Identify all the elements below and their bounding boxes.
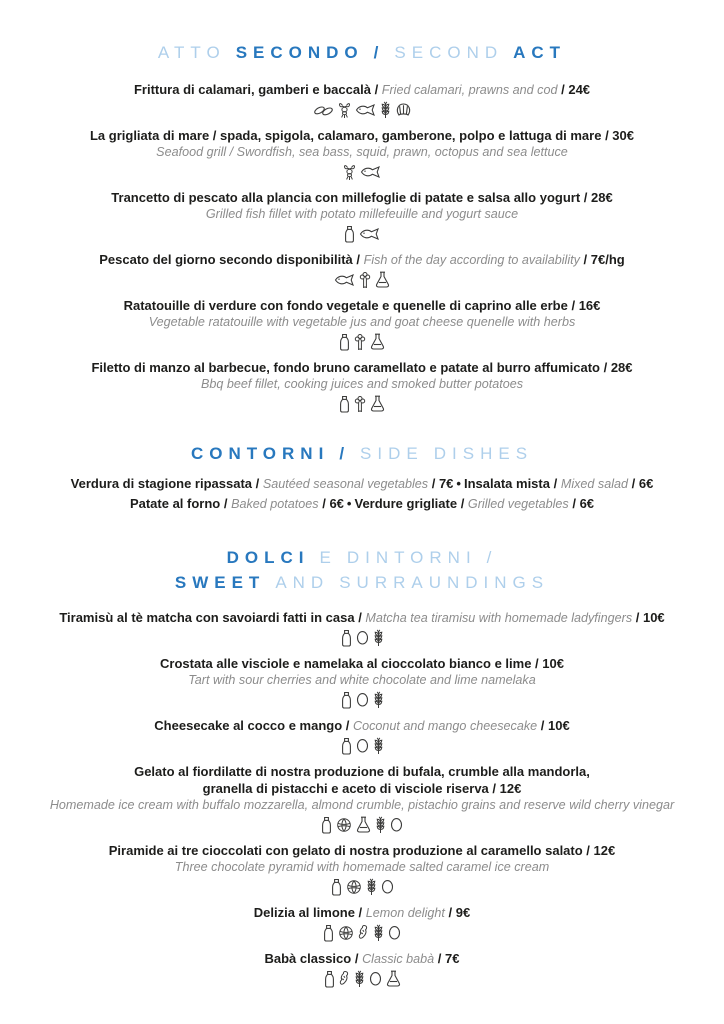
section-title-line	[12, 441, 712, 466]
item-title-line	[12, 81, 712, 99]
slash-separator: /	[582, 843, 594, 858]
item-price: 7€	[445, 951, 460, 966]
allergen-icons-row	[12, 100, 712, 120]
slash-separator: /	[537, 718, 548, 733]
peanut-icon	[358, 923, 369, 943]
slash-separator: /	[628, 476, 639, 491]
slash-separator: /	[567, 298, 579, 313]
section-title-part: SWEET	[174, 573, 266, 592]
side-dish-name-it: Verdure grigliate	[354, 496, 458, 511]
item-price: 28€	[610, 360, 633, 375]
shells-icon	[313, 100, 334, 120]
lobster-icon	[338, 100, 351, 120]
item-title-line	[12, 717, 712, 735]
item-name-it: Crostata alle visciole e namelaka al cioccolato bianco e lime	[160, 656, 532, 671]
egg-icon	[388, 923, 401, 943]
item-desc-en: Homemade ice cream with buffalo mozzarella, almond crumble, pistachio grains and reserve wild cherry vinegar	[49, 798, 675, 812]
slash-separator: /	[370, 82, 382, 97]
section-atto-secondo	[12, 40, 712, 414]
item-price: 12€	[593, 843, 616, 858]
item-desc-en: Bbq beef fillet, cooking juices and smoked butter potatoes	[200, 377, 524, 391]
side-dish-price: 7€	[438, 476, 454, 491]
slash-separator: /	[457, 496, 468, 511]
wheat-icon	[366, 877, 377, 897]
wheat-icon	[373, 736, 384, 756]
flask-icon	[386, 969, 401, 989]
item-name-it: Cheesecake al cocco e mango	[154, 718, 343, 733]
allergen-icons-row	[12, 923, 712, 943]
side-dish-price: 6€	[329, 496, 344, 511]
slash-separator: /	[351, 951, 363, 966]
bullet-separator: •	[346, 496, 352, 511]
item-name-it: Frittura di calamari, gamberi e baccalà	[133, 82, 371, 97]
allergen-icons-row	[12, 877, 712, 897]
milk-icon	[344, 224, 355, 244]
slash-separator: /	[342, 718, 354, 733]
slash-separator: /	[531, 656, 543, 671]
item-price: 9€	[455, 905, 471, 920]
menu-item	[12, 904, 712, 943]
wheat-icon	[373, 923, 384, 943]
item-desc-en: Coconut and mango cheesecake	[353, 719, 538, 733]
slash-separator: /	[579, 252, 591, 267]
allergen-icons-row	[12, 690, 712, 710]
item-desc-en: Classic babà	[362, 952, 435, 966]
item-subtitle-en	[12, 144, 712, 161]
side-dish-desc-en: Baked potatoes	[231, 497, 319, 511]
section-title-part: SIDE	[360, 444, 424, 463]
section-title-part: ATTO	[157, 43, 226, 62]
menu-item	[12, 127, 712, 182]
wheat-icon	[380, 100, 391, 120]
wheat-icon	[373, 628, 384, 648]
section-title-line	[12, 40, 712, 65]
allergen-icons-row	[12, 270, 712, 290]
menu-item	[12, 359, 712, 414]
wheat-icon	[373, 690, 384, 710]
item-name-it: Piramide ai tre cioccolati con gelato di nostra produzione al caramello salato	[108, 843, 583, 858]
item-price: 16€	[578, 298, 601, 313]
section-title-part: /	[486, 548, 498, 567]
section-title-part: E	[319, 548, 337, 567]
section-contorni	[12, 441, 712, 514]
allergen-icons-row	[12, 969, 712, 989]
walnut-icon	[336, 815, 352, 835]
item-name-it: Filetto di manzo al barbecue, fondo bruno caramellato e patate al burro affumicato	[91, 360, 600, 375]
item-desc-en: Fried calamari, prawns and cod	[381, 83, 558, 97]
slash-separator: /	[444, 905, 456, 920]
item-desc-en: Lemon delight	[365, 906, 445, 920]
celery-icon	[354, 394, 366, 414]
item-name-it: La grigliata di mare / spada, spigola, calamaro, gamberone, polpo e lattuga di mare	[89, 128, 602, 143]
item-title-line	[12, 189, 712, 206]
item-price: 12€	[499, 781, 522, 796]
section-header-atto-secondo	[12, 40, 712, 65]
milk-icon	[323, 923, 334, 943]
item-name-it: Pescato del giorno secondo disponibilità	[99, 252, 353, 267]
section-title-part: DOLCI	[226, 548, 310, 567]
walnut-icon	[338, 923, 354, 943]
side-dish-row	[12, 474, 712, 494]
menu-item	[12, 655, 712, 710]
section-header-dolci	[12, 545, 712, 595]
section-title-part: SECOND	[394, 43, 504, 62]
item-desc-en: Vegetable ratatouille with vegetable jus and goat cheese quenelle with herbs	[148, 315, 576, 329]
slash-separator: /	[354, 610, 366, 625]
fish-icon	[359, 224, 380, 244]
fish-icon	[360, 162, 381, 182]
slash-separator: /	[601, 128, 613, 143]
side-dish-name-it: Patate al forno	[129, 496, 221, 511]
item-title-line	[12, 763, 712, 780]
allergen-icons-row	[12, 162, 712, 182]
item-title-line	[12, 842, 712, 859]
menu-content	[12, 0, 712, 989]
section-title-part: /	[373, 43, 385, 62]
section-title-part: SURRAUNDINGS	[339, 573, 550, 592]
menu-item	[12, 189, 712, 244]
item-name-it: Babà classico	[264, 951, 352, 966]
slash-separator: /	[252, 476, 263, 491]
item-subtitle-en	[12, 376, 712, 393]
side-dish-price: 6€	[579, 496, 595, 511]
allergen-icons-row	[12, 394, 712, 414]
slash-separator: /	[580, 190, 591, 205]
item-desc-en: Fish of the day according to availability	[363, 253, 580, 267]
menu-item	[12, 950, 712, 989]
flask-icon	[370, 332, 385, 352]
menu-item	[12, 609, 712, 648]
slash-separator: /	[488, 781, 500, 796]
item-price: 10€	[642, 610, 665, 625]
section-header-contorni	[12, 441, 712, 466]
side-dish-name-it: Verdura di stagione ripassata	[70, 476, 253, 491]
item-desc-en: Tart with sour cherries and white chocolate and lime namelaka	[188, 673, 536, 687]
side-dish-desc-en: Sautéed seasonal vegetables	[262, 477, 429, 491]
wheat-icon	[375, 815, 386, 835]
egg-icon	[381, 877, 394, 897]
item-price: 28€	[591, 190, 613, 205]
item-subtitle-en	[12, 672, 712, 689]
menu-item	[12, 763, 712, 835]
slash-separator: /	[354, 905, 366, 920]
section-title-part: SECONDO	[235, 43, 364, 62]
slash-separator: /	[318, 496, 330, 511]
item-desc-en: Seafood grill / Swordfish, sea bass, squid, prawn, octopus and sea lettuce	[156, 145, 568, 159]
item-price: 10€	[548, 718, 570, 733]
flask-icon	[356, 815, 371, 835]
peanut-icon	[339, 969, 350, 989]
clam-icon	[395, 100, 412, 120]
item-subtitle-en	[12, 797, 712, 814]
slash-separator: /	[568, 496, 580, 511]
menu-item	[12, 81, 712, 120]
item-subtitle-en	[12, 859, 712, 876]
slash-separator: /	[428, 476, 439, 491]
item-name-it: Tiramisù al tè matcha con savoiardi fatti in casa	[59, 610, 355, 625]
milk-icon	[339, 332, 350, 352]
fish-icon	[355, 100, 376, 120]
section-title-part: /	[339, 444, 351, 463]
celery-icon	[359, 270, 371, 290]
section-title-part: AND	[275, 573, 330, 592]
item-title-line	[12, 127, 712, 144]
item-desc-en: Three chocolate pyramid with homemade salted caramel ice cream	[174, 860, 550, 874]
slash-separator: /	[599, 360, 611, 375]
milk-icon	[339, 394, 350, 414]
slash-separator: /	[632, 610, 643, 625]
side-dish-desc-en: Mixed salad	[560, 477, 629, 491]
item-title-line	[12, 609, 712, 627]
item-name-it: Delizia al limone	[253, 905, 355, 920]
egg-icon	[390, 815, 403, 835]
wheat-icon	[354, 969, 365, 989]
milk-icon	[341, 690, 352, 710]
slash-separator: /	[220, 496, 232, 511]
item-title-line	[12, 655, 712, 672]
section-title-part: ACT	[513, 43, 567, 62]
side-dish-price: 6€	[638, 476, 654, 491]
egg-icon	[369, 969, 382, 989]
allergen-icons-row	[12, 224, 712, 244]
item-name-it: Gelato al fiordilatte di nostra produzione di bufala, crumble alla mandorla,	[134, 764, 590, 779]
section-title-line	[12, 545, 712, 570]
item-subtitle-en	[12, 314, 712, 331]
slash-separator: /	[557, 82, 569, 97]
milk-icon	[341, 628, 352, 648]
item-title-line	[12, 297, 712, 314]
item-title-line	[12, 904, 712, 922]
milk-icon	[324, 969, 335, 989]
milk-icon	[331, 877, 342, 897]
allergen-icons-row	[12, 736, 712, 756]
egg-icon	[356, 628, 369, 648]
item-title-line	[12, 359, 712, 376]
item-name-it-continued: granella di pistacchi e aceto di visciole riserva	[202, 781, 489, 796]
item-title-line	[12, 251, 712, 269]
item-price: 30€	[612, 128, 634, 143]
section-title-part: CONTORNI	[190, 444, 330, 463]
item-price: 24€	[568, 82, 591, 97]
slash-separator: /	[352, 252, 364, 267]
item-desc-en: Matcha tea tiramisu with homemade ladyfingers	[365, 611, 633, 625]
item-price: 10€	[542, 656, 564, 671]
menu-item	[12, 251, 712, 290]
walnut-icon	[346, 877, 362, 897]
section-title-line	[12, 570, 712, 595]
allergen-icons-row	[12, 628, 712, 648]
side-dish-row	[12, 494, 712, 514]
flask-icon	[370, 394, 385, 414]
menu-item	[12, 717, 712, 756]
lobster-icon	[343, 162, 356, 182]
item-price: 7€/hg	[590, 252, 625, 267]
allergen-icons-row	[12, 815, 712, 835]
item-name-it: Trancetto di pescato alla plancia con millefoglie di patate e salsa allo yogurt	[111, 190, 581, 205]
item-subtitle-en	[12, 206, 712, 223]
menu-item	[12, 297, 712, 352]
side-dish-name-it: Insalata mista	[463, 476, 550, 491]
fish-icon	[334, 270, 355, 290]
egg-icon	[356, 690, 369, 710]
section-title-part: DINTORNI	[346, 548, 477, 567]
allergen-icons-row	[12, 332, 712, 352]
milk-icon	[341, 736, 352, 756]
slash-separator: /	[549, 476, 561, 491]
side-dish-desc-en: Grilled vegetables	[467, 497, 569, 511]
item-title-line-2	[12, 780, 712, 797]
item-title-line	[12, 950, 712, 968]
menu-item	[12, 842, 712, 897]
item-name-it: Ratatouille di verdure con fondo vegetale e quenelle di caprino alle erbe	[123, 298, 568, 313]
slash-separator: /	[434, 951, 446, 966]
item-desc-en: Grilled fish fillet with potato millefeuille and yogurt sauce	[205, 207, 519, 221]
egg-icon	[356, 736, 369, 756]
milk-icon	[321, 815, 332, 835]
flask-icon	[375, 270, 390, 290]
celery-icon	[354, 332, 366, 352]
section-title-part: DISHES	[433, 444, 534, 463]
bullet-separator: •	[456, 476, 461, 491]
section-dolci	[12, 545, 712, 989]
